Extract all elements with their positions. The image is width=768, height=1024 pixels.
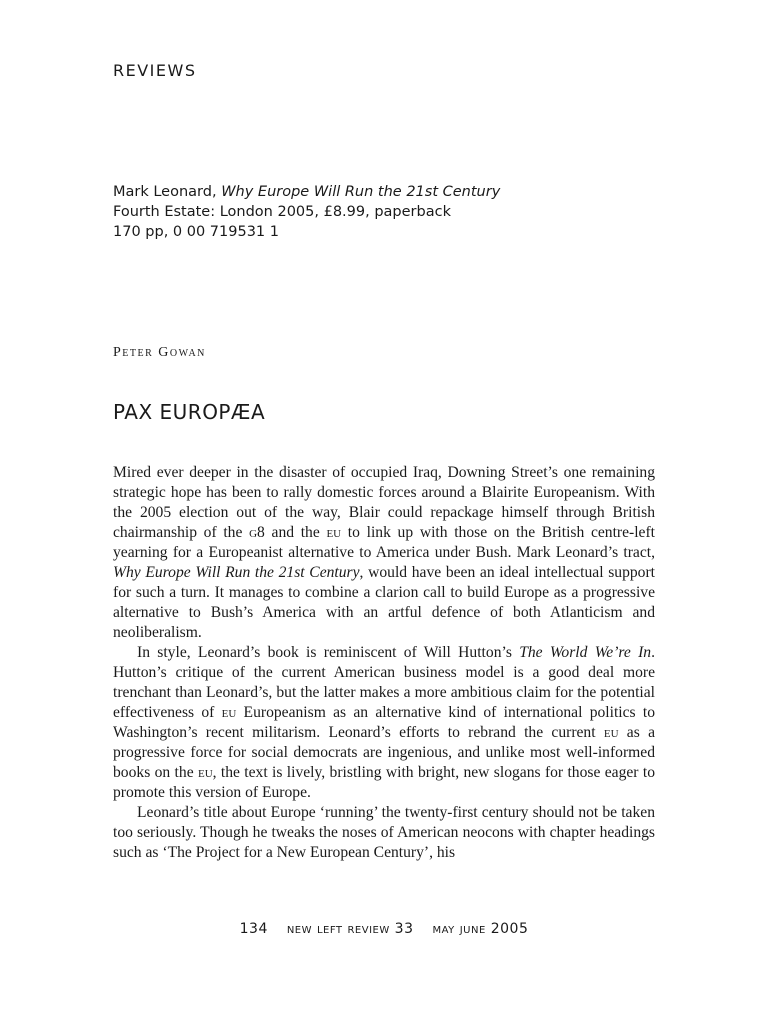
issue-date: may june 2005 [432, 921, 529, 937]
reviewer-name: Peter Gowan [113, 345, 206, 360]
abbrev-g8: g8 [249, 524, 265, 541]
book-title-inline: Why Europe Will Run the 21st Century [113, 564, 360, 581]
page-number: 134 [239, 921, 268, 937]
abbrev-eu: eu [603, 724, 619, 741]
page-footer [0, 921, 768, 937]
text-run: . Hutton’s critique of the current American business model is a good deal more trenchant than Leonard’s, but the latter makes a more ambitious claim for the potential effectiveness of [113, 644, 655, 721]
text-run: In style, Leonard’s book is reminiscent of Will Hutton’s [137, 644, 520, 661]
text-run: to link up with those on the British centre-left yearning for a Europeanist alternative to America under Bush. Mark Leonard’s tract, [113, 524, 656, 561]
book-citation [113, 182, 500, 242]
book-author: Mark Leonard, [113, 184, 222, 200]
article-title: PAX EUROPÆA [113, 400, 266, 424]
book-details-line: 170 pp, 0 00 719531 1 [113, 224, 279, 240]
paragraph-2 [113, 643, 655, 803]
text-run: , would have been an ideal intellectual support for such a turn. It manages to combine a clarion call to build Europe as a progressive alternative to Bush’s America with an artful defence of both Atlanticism and neoliberalism. [113, 564, 655, 641]
book-title-inline: The World We’re In [519, 644, 652, 661]
book-title: Why Europe Will Run the 21st Century [221, 184, 501, 200]
paragraph-3: Leonard’s title about Europe ‘running’ the twenty-first century should not be taken too seriously. Though he tweaks the noses of American neocons with chapter headings such as ‘The Project for a New European Century’, his [113, 804, 655, 861]
text-run: Europeanism as an alternative kind of international politics to Washington’s recent militarism. Leonard’s efforts to rebrand the current [113, 704, 655, 741]
book-publisher-line: Fourth Estate: London 2005, £8.99, paperback [113, 204, 451, 220]
text-run: , the text is lively, bristling with bright, new slogans for those eager to promote this version of Europe. [113, 764, 655, 801]
abbrev-eu: eu [197, 764, 213, 781]
abbrev-eu: eu [221, 704, 237, 721]
article-body [113, 463, 655, 863]
book-author-title-line [113, 182, 500, 202]
text-run: and the [264, 524, 327, 541]
paragraph-1 [113, 463, 655, 643]
text-run: as a progressive force for social democrats are ingenious, and unlike most well-informed books on the [113, 724, 655, 781]
text-run: Mired ever deeper in the disaster of occupied Iraq, Downing Street’s one remaining strategic hope has been to rally domestic forces around a Blairite Europeanism. With the 2005 election out of the way, Blair could repackage himself through British chairmanship of the [113, 464, 655, 541]
abbrev-eu: eu [326, 524, 342, 541]
journal-name: new left review 33 [286, 921, 414, 937]
section-label: REVIEWS [113, 61, 197, 80]
